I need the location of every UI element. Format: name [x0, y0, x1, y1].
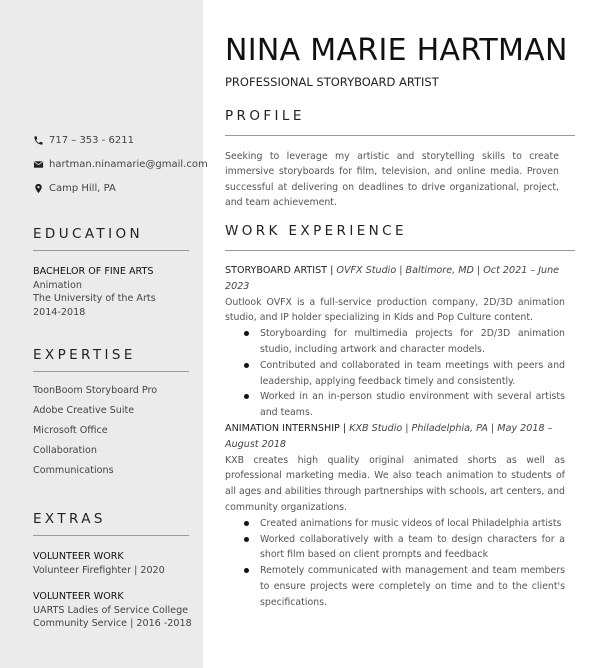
extra-line: Community Service | 2016 -2018	[33, 618, 192, 629]
extra-title: VOLUNTEER WORK	[33, 551, 124, 562]
expertise-heading: EXPERTISE	[33, 347, 189, 372]
job-bullet: Contributed and collaborated in team meetings with peers and leadership, applying feedback timely and consistently.	[260, 358, 565, 390]
work-heading: WORK EXPERIENCE	[225, 223, 575, 251]
education-heading: EDUCATION	[33, 226, 189, 251]
extra-line: UARTS Ladies of Service College	[33, 604, 189, 616]
job-role: ANIMATION INTERNSHIP	[225, 422, 340, 434]
education-section	[33, 226, 189, 319]
extra-title: VOLUNTEER WORK	[33, 591, 124, 602]
phone-icon	[33, 135, 44, 146]
contact-email	[33, 152, 208, 176]
job-bullet: Remotely communicated with management and team members to ensure projects were completely on time and to the client's specifications.	[260, 563, 565, 610]
skill-item: Adobe Creative Suite	[33, 405, 135, 416]
job-bullets	[240, 326, 565, 421]
email-text: hartman.ninamarie@gmail.com	[49, 158, 208, 170]
skill-item: Collaboration	[33, 445, 97, 456]
sidebar	[0, 0, 208, 668]
candidate-title: PROFESSIONAL STORYBOARD ARTIST	[225, 75, 439, 89]
degree: BACHELOR OF FINE ARTS	[33, 266, 154, 277]
contact-phone	[33, 128, 208, 152]
field: Animation	[33, 279, 82, 291]
job-bullet: Created animations for music videos of local Philadelphia artists	[260, 516, 565, 532]
candidate-name: NINA MARIE HARTMAN	[225, 33, 568, 68]
job-entry	[225, 421, 565, 611]
contact-location	[33, 176, 208, 200]
extras-section	[33, 511, 192, 631]
job-bullet: Storyboarding for multimedia projects for 2D/3D animation studio, including artwork and character models.	[260, 326, 565, 358]
extra-entry	[33, 550, 189, 577]
phone-text: 717 – 353 - 6211	[49, 134, 134, 146]
job-description: Outlook OVFX is a full-service production company, 2D/3D animation studio, and IP holder specializing in Kids and Pop Culture content.	[225, 296, 565, 324]
job-meta: KXB Studio | Philadelphia, PA | May 2018 – August 2018	[225, 422, 553, 450]
job-header: ANIMATION INTERNSHIP | KXB Studio | Philadelphia, PA | May 2018 – August 2018	[225, 422, 553, 450]
job-entry	[225, 263, 565, 421]
location-text: Camp Hill, PA	[49, 182, 116, 194]
extra-line: Volunteer Firefighter | 2020	[33, 564, 165, 576]
work-list	[225, 263, 565, 611]
job-bullet: Worked in an in-person studio environment with several artists and teams.	[260, 389, 565, 421]
job-description: KXB creates high quality original animated shorts as well as professional marketing media. We also teach animation to students of all ages and abilities through partnerships with schools, art centers, and community organizations.	[225, 454, 565, 513]
extras-heading: EXTRAS	[33, 511, 189, 536]
contact-block	[33, 128, 208, 200]
school: The University of the Arts	[33, 293, 156, 304]
job-header: STORYBOARD ARTIST | OVFX Studio | Baltimore, MD | Oct 2021 – June 2023	[225, 265, 560, 292]
skill-item: Microsoft Office	[33, 425, 108, 436]
job-bullets	[240, 516, 565, 611]
expertise-section	[33, 347, 189, 481]
years: 2014-2018	[33, 306, 86, 318]
location-pin-icon	[33, 183, 44, 194]
skill-item: Communications	[33, 465, 114, 476]
extra-entry	[33, 590, 192, 631]
envelope-icon	[33, 159, 44, 170]
profile-heading: PROFILE	[225, 108, 575, 136]
job-bullet: Worked collaboratively with a team to design characters for a short film based on client prompts and feedback	[260, 532, 565, 564]
job-role: STORYBOARD ARTIST	[225, 265, 328, 276]
job-meta: OVFX Studio | Baltimore, MD | Oct 2021 – June 2023	[225, 265, 560, 292]
skill-item: ToonBoom Storyboard Pro	[33, 385, 158, 396]
profile-text: Seeking to leverage my artistic and storytelling skills to create immersive storyboards for film, television, and online media. Proven successful at delivering on deadlines to drive organizational, project, and team achievement.	[225, 151, 559, 209]
